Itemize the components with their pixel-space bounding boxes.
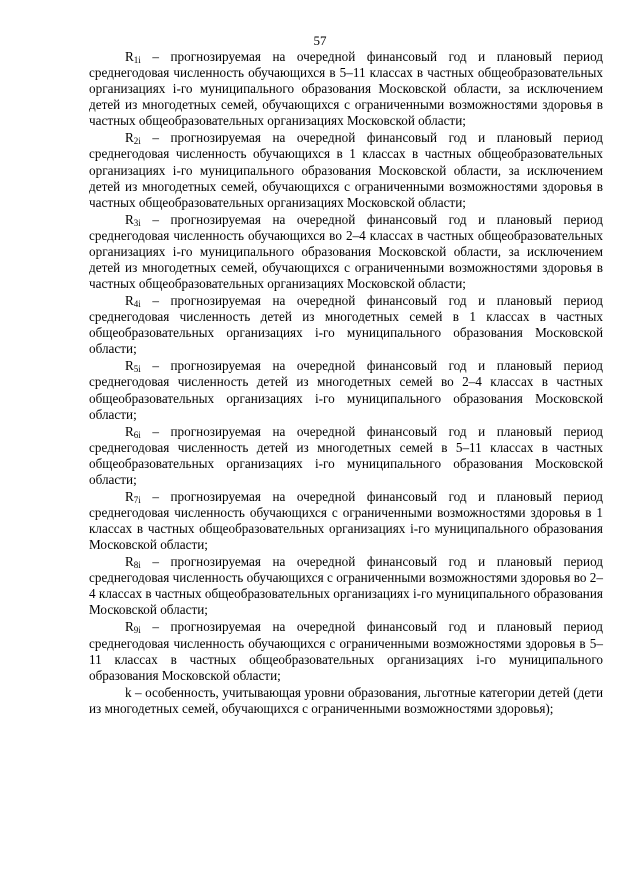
definition-text: – прогнозируемая на очередной финансовый год и плановый период среднегодовая численность детей из многодетных семей в 1 классах в частных общеобразовательных организациях i-го муниципального образования Московской области; — [89, 293, 604, 357]
formula-symbol: $R_{8i}$ — [125, 554, 141, 571]
definition-r7 — [89, 489, 603, 553]
formula-symbol: $R_{7i}$ — [125, 488, 141, 505]
definition-text: – прогнозируемая на очередной финансовый год и плановый период среднегодовая численность детей из многодетных семей в 5–11 классах в частных общеобразовательных организациях i-го муниципального образования Московской области; — [89, 423, 604, 487]
formula-symbol: $R_{3i}$ — [125, 211, 141, 228]
definition-r2 — [89, 130, 603, 210]
definition-text: – прогнозируемая на очередной финансовый год и плановый период среднегодовая численность обучающихся с ограниченными возможностями здоровья в 5–11 классах в частных общеобразовательных организациях i-го муниципального образования Московской области; — [89, 619, 604, 683]
formula-symbol: $R_{1i}$ — [125, 49, 141, 65]
definition-text: – прогнозируемая на очередной финансовый год и плановый период среднегодовая численность обучающихся в 1 классах в частных общеобразовательных организациях i-го муниципального образования Московской области, за исключением детей из многодетных семей, обучающихся с ограниченными возможностями здоровья в частных общеобразовательных организациях Московской области; — [89, 130, 604, 210]
formula-symbol: $R_{5i}$ — [125, 358, 141, 375]
definition-k — [89, 685, 603, 717]
definition-text: – прогнозируемая на очередной финансовый год и плановый период среднегодовая численность детей из многодетных семей во 2–4 классах в частных общеобразовательных организациях i-го муниципального образования Московской области; — [89, 358, 604, 422]
formula-symbol: $R_{6i}$ — [125, 423, 141, 440]
definition-r1 — [89, 49, 603, 129]
definition-text: – прогнозируемая на очередной финансовый год и плановый период среднегодовая численность обучающихся в 5–11 классах в частных общеобразовательных организациях i-го муниципального образования Московской области, за исключением детей из многодетных семей, обучающихся с ограниченными возможностями здоровья в частных общеобразовательных организациях Московской области; — [89, 49, 604, 129]
definition-r8 — [89, 554, 603, 618]
definition-r9 — [89, 619, 603, 683]
definition-r5 — [89, 358, 603, 422]
document-body — [89, 49, 603, 718]
definition-text: – прогнозируемая на очередной финансовый год и плановый период среднегодовая численность обучающихся во 2–4 классах в частных общеобразовательных организациях i-го муниципального образования Московской области, за исключением детей из многодетных семей, обучающихся с ограниченными возможностями здоровья в частных общеобразовательных организациях Московской области; — [89, 211, 604, 292]
definition-text: – прогнозируемая на очередной финансовый год и плановый период среднегодовая численность обучающихся с ограниченными возможностями здоровья в 1 классах в частных общеобразовательных организациях i-го муниципального образования Московской области; — [89, 488, 604, 553]
formula-symbol: k — [125, 684, 132, 700]
definition-r4 — [89, 293, 603, 357]
definition-text: – особенность, учитывающая уровни образования, льготные категории детей (дети из многодетных семей, обучающихся с ограниченными возможностями здоровья); — [89, 684, 603, 716]
definition-text: – прогнозируемая на очередной финансовый год и плановый период среднегодовая численность обучающихся с ограниченными возможностями здоровья во 2–4 классах в частных общеобразовательных организациях i-го муниципального образования Московской области; — [89, 554, 604, 618]
formula-symbol: $R_{2i}$ — [125, 130, 141, 147]
definition-r6 — [89, 424, 603, 488]
definition-r3 — [89, 212, 603, 292]
formula-symbol: $R_{4i}$ — [125, 293, 141, 310]
formula-symbol: $R_{9i}$ — [125, 619, 141, 636]
page-number: 57 — [313, 33, 327, 48]
